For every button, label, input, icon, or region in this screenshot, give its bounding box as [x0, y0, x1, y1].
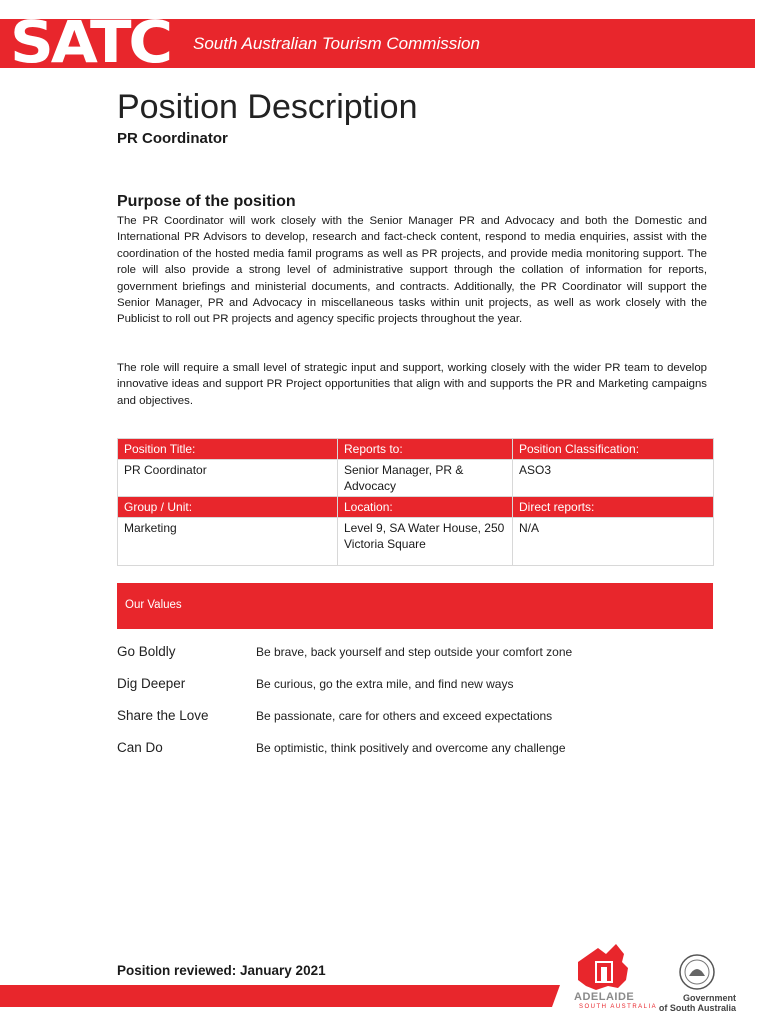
purpose-paragraph-1: The PR Coordinator will work closely with the Senior Manager PR and Advocacy and both the Domestic and International PR Advisors to develop, research and fact-check content, respond to media enquiries, assist with the coordination of the hosted media famil programs as well as PR projects, and provide media monitoring support. The role will also provide a strong level of administrative support through the collation of information for reports, government briefings and ministerial documents, and contracts. Additionally, the PR Coordinator will support the Senior Manager, PR and Advocacy in miscellaneous tasks within unit projects, as well as work closely with the Publicist to roll out PR projects and agency specific projects throughout the year.: [117, 215, 707, 326]
value-name: Can Do: [117, 740, 163, 755]
page-title: Position Description: [117, 88, 418, 126]
table-header-row: [118, 439, 714, 460]
value-location: Level 9, SA Water House, 250 Victoria Square: [338, 518, 513, 566]
value-reports-to: Senior Manager, PR & Advocacy: [338, 460, 513, 497]
value-item: [117, 676, 717, 696]
value-name: Dig Deeper: [117, 676, 186, 691]
header-direct-reports: Direct reports:: [513, 497, 714, 518]
footer-stripe: [0, 985, 560, 1007]
header-location: Location:: [338, 497, 513, 518]
value-direct-reports: N/A: [513, 518, 714, 566]
value-position-classification: ASO3: [513, 460, 714, 497]
adelaide-logo-text: ADELAIDE: [574, 991, 635, 1003]
table-row: [118, 518, 714, 566]
org-name: South Australian Tourism Commission: [193, 34, 480, 53]
review-date: Position reviewed: January 2021: [117, 963, 326, 978]
value-description: Be optimistic, think positively and overcome any challenge: [256, 741, 566, 755]
table-row: [118, 460, 714, 497]
value-name: Go Boldly: [117, 644, 176, 659]
header-reports-to: Reports to:: [338, 439, 513, 460]
values-banner: [117, 583, 713, 629]
government-crest-icon: [674, 952, 720, 992]
value-description: Be passionate, care for others and exceed expectations: [256, 709, 553, 723]
value-group-unit: Marketing: [118, 518, 338, 566]
value-item: [117, 644, 717, 664]
header-position-classification: Position Classification:: [513, 439, 714, 460]
value-item: [117, 708, 717, 728]
purpose-paragraph-2: The role will require a small level of strategic input and support, working closely with the wider PR team to develop innovative ideas and support PR Project opportunities that align with and supports the PR and Marketing campaigns and objectives.: [117, 362, 707, 407]
header-group-unit: Group / Unit:: [118, 497, 338, 518]
government-label-line2: of South Australia: [658, 1003, 736, 1013]
satc-logo: SATC: [10, 8, 170, 76]
government-label-line1: Government: [682, 993, 736, 1003]
value-description: Be brave, back yourself and step outside your comfort zone: [256, 645, 573, 659]
value-name: Share the Love: [117, 708, 209, 723]
government-label: [656, 993, 736, 1013]
header-position-title: Position Title:: [118, 439, 338, 460]
table-header-row: [118, 497, 714, 518]
purpose-heading: Purpose of the position: [117, 193, 296, 210]
value-position-title: PR Coordinator: [118, 460, 338, 497]
position-info-table: [117, 438, 714, 566]
position-subtitle: PR Coordinator: [117, 130, 228, 147]
values-banner-label: Our Values: [125, 599, 182, 611]
adelaide-logo-subtext: SOUTH AUSTRALIA: [579, 1004, 658, 1010]
value-description: Be curious, go the extra mile, and find new ways: [256, 677, 514, 691]
value-item: [117, 740, 717, 760]
